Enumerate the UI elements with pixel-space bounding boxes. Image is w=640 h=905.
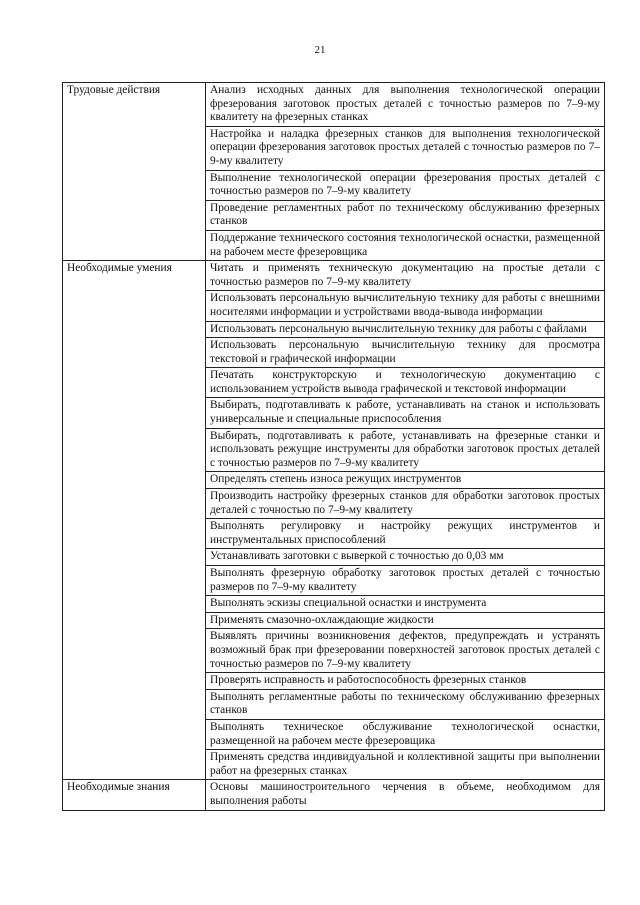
requirement-item: Выполнение технологической операции фрезерования простых деталей с точностью размеров по 7–9-му квалитету xyxy=(206,170,605,200)
requirement-item: Использовать персональную вычислительную технику для просмотра текстовой и графической информации xyxy=(206,338,605,368)
table-row xyxy=(63,261,605,291)
page-number: 21 xyxy=(314,44,326,56)
requirement-item: Выбирать, подготавливать к работе, устанавливать на станок и использовать универсальные и специальные приспособления xyxy=(206,398,605,428)
requirement-item: Читать и применять техническую документацию на простые детали с точностью размеров по 7–9-му квалитету xyxy=(206,261,605,291)
requirement-item: Выполнять эскизы специальной оснастки и инструмента xyxy=(206,596,605,613)
requirement-item: Выявлять причины возникновения дефектов, предупреждать и устранять возможный брак при фрезеровании поверхностей заготовок простых деталей с точностью размеров по 7–9-му квалитету xyxy=(206,629,605,673)
table-row xyxy=(63,83,605,127)
requirement-item: Выполнять регламентные работы по техническому обслуживанию фрезерных станков xyxy=(206,689,605,719)
section-label: Необходимые знания xyxy=(63,780,206,810)
requirement-item: Определять степень износа режущих инструментов xyxy=(206,472,605,489)
requirement-item: Использовать персональную вычислительную технику для работы с внешними носителями информации и устройствами ввода-вывода информации xyxy=(206,291,605,321)
requirement-item: Анализ исходных данных для выполнения технологической операции фрезерования заготовок простых деталей с точностью размеров по 7–9-му квалитету на фрезерных станках xyxy=(206,83,605,127)
requirement-item: Производить настройку фрезерных станков для обработки заготовок простых деталей с точностью по 7–9-му квалитету xyxy=(206,489,605,519)
requirement-item: Основы машиностроительного черчения в объеме, необходимом для выполнения работы xyxy=(206,780,605,810)
requirement-item: Проведение регламентных работ по техническому обслуживанию фрезерных станков xyxy=(206,200,605,230)
requirement-item: Выполнять фрезерную обработку заготовок простых деталей с точностью размеров по 7–9-му квалитету xyxy=(206,566,605,596)
requirement-item: Настройка и наладка фрезерных станков для выполнения технологической операции фрезерования заготовок простых деталей с точностью размеров по 7–9-му квалитету xyxy=(206,126,605,170)
requirement-item: Печатать конструкторскую и технологическую документацию с использованием устройств вывода графической и текстовой информации xyxy=(206,368,605,398)
requirement-item: Проверять исправность и работоспособность фрезерных станков xyxy=(206,673,605,690)
requirement-item: Применять смазочно-охлаждающие жидкости xyxy=(206,612,605,629)
section-label: Необходимые умения xyxy=(63,261,206,780)
requirements-table xyxy=(62,82,605,811)
requirement-item: Поддержание технического состояния технологической оснастки, размещенной на рабочем месте фрезеровщика xyxy=(206,230,605,260)
requirement-item: Выбирать, подготавливать к работе, устанавливать на фрезерные станки и использовать режущие инструменты для обработки заготовок простых деталей с точностью размеров по 7–9-му квалитету xyxy=(206,428,605,472)
requirement-item: Устанавливать заготовки с выверкой с точностью до 0,03 мм xyxy=(206,549,605,566)
section-label: Трудовые действия xyxy=(63,83,206,261)
requirement-item: Выполнять техническое обслуживание технологической оснастки, размещенной на рабочем месте фрезеровщика xyxy=(206,719,605,749)
table-row xyxy=(63,780,605,810)
requirement-item: Выполнять регулировку и настройку режущих инструментов и инструментальных приспособлений xyxy=(206,519,605,549)
requirement-item: Применять средства индивидуальной и коллективной защиты при выполнении работ на фрезерных станках xyxy=(206,750,605,780)
requirement-item: Использовать персональную вычислительную технику для работы с файлами xyxy=(206,321,605,338)
